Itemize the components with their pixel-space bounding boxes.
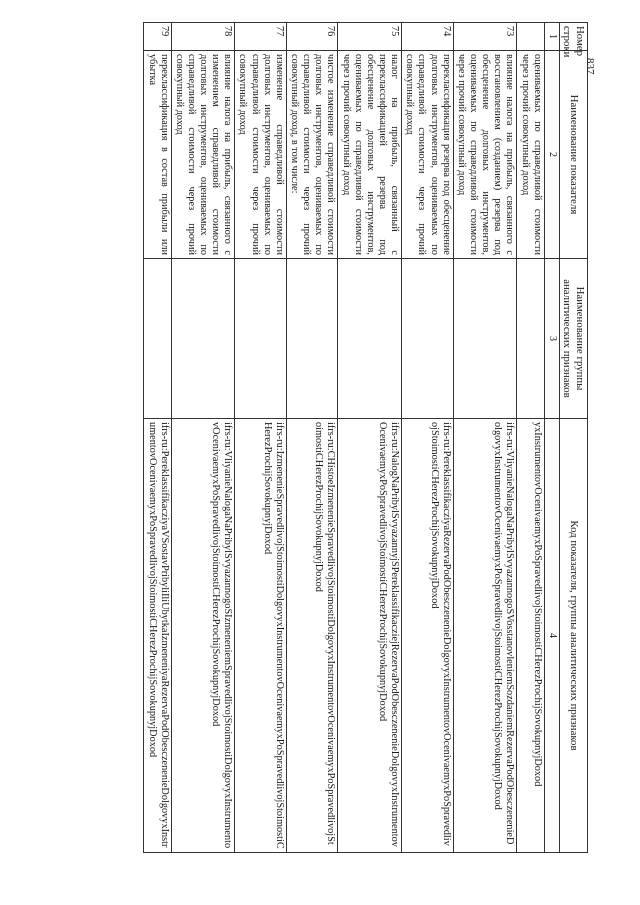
indicator-code: ifrs-ru:PereklassifikacziyaRezervaPodObesczenenieDolgovyxInstrumentovOcenivaemyxPoSpravedlivojStoimostiCHerezProchijSovokupnyjDoxod (402, 419, 454, 853)
indicator-code: ifrs-ru:NalogNaPribylSvyazannyjSPereklassifikacziejRezervaPodObesczenenieDolgovyxInstrumentovOcenivaemyxPoSpravedlivojStoimostiCHerezProchijSovokupnyjDoxod (338, 419, 402, 853)
column-index-row (544, 23, 559, 853)
header-indicator-code: Код показателя, группы аналитических признаков (559, 419, 587, 853)
header-indicator-name: Наименование показателя (559, 51, 587, 259)
column-index-2: 2 (544, 51, 559, 259)
indicator-name: изменение справедливой стоимости долговых инструментов, оцениваемых по справедливой стоимости через прочий совокупный доход (235, 51, 287, 259)
header-group-name: Наименование группы аналитических признаков (559, 259, 587, 419)
indicator-name: чистое изменение справедливой стоимости долговых инструментов, оцениваемых по справедливой стоимости через прочий совокупный доход, в том числе: (286, 51, 338, 259)
row-number: 75 (338, 23, 402, 51)
table-row (338, 23, 402, 853)
group-name (286, 259, 338, 419)
indicator-table (143, 22, 588, 853)
indicator-name: влияние налога на прибыль, связанного с изменением справедливой стоимости долговых инструментов, оцениваемых по справедливой стоимости через прочий совокупный доход (171, 51, 235, 259)
group-name (402, 259, 454, 419)
group-name (144, 259, 171, 419)
page-number: 837 (584, 58, 596, 75)
table-row (453, 23, 517, 853)
indicator-name: переклассификация резерва под обесценение долговых инструментов, оцениваемых по справедливой стоимости через прочий совокупный доход (402, 51, 454, 259)
group-name (338, 259, 402, 419)
indicator-code: yxInstrumentovOcenivaemyxPoSpravedlivojStoimostiCHerezProchijSovokupnyjDoxod (517, 419, 544, 853)
header-row-number: Номер строки (559, 23, 587, 51)
table-row (402, 23, 454, 853)
indicator-name: влияние налога на прибыль, связанного с восстановлением (созданием) резерва под обесценение долговых инструментов, оцениваемых по справедливой стоимости через прочий совокупный доход (453, 51, 517, 259)
indicator-code: ifrs-ru:CHistoeIzmenenieSpravedlivojStoimostiDolgovyxInstrumentovOcenivaemyxPoSpravedlivojStoimostiCHerezProchijSovokupnyjDoxod (286, 419, 338, 853)
indicator-code: ifrs-ru:PereklassifikacziyaVSostavPribyliIliUbytkaIzmeneniyaRezervaPodObesczenenieDolgovyxInstrumentovOcenivaemyxPoSpravedlivojStoimostiCHerezProchijSovokupnyjDoxod (144, 419, 171, 853)
row-number (517, 23, 544, 51)
column-index-4: 4 (544, 419, 559, 853)
indicator-code: ifrs-ru:VliyanieNalogaNaPribylSvyazannogoSVosstanovleniemSozdaniemRezervaPodObesczenenieDolgovyxInstrumentovOcenivaemyxPoSpravedlivojStoimostiCHerezProchijSovokupnyjDoxod (453, 419, 517, 853)
rotated-table-container (68, 22, 588, 852)
row-number: 73 (453, 23, 517, 51)
row-number: 78 (171, 23, 235, 51)
row-number: 79 (144, 23, 171, 51)
row-number: 77 (235, 23, 287, 51)
table-header-row (559, 23, 587, 853)
group-name (171, 259, 235, 419)
table-row (235, 23, 287, 853)
indicator-code: ifrs-ru:VliyanieNalogaNaPribylSvyazannogoSIzmeneniemSpravedlivojStoimostiDolgovyxInstrumentovOcenivaemyxPoSpravedlivojStoimostiCHerezProchijSovokupnyjDoxod (171, 419, 235, 853)
indicator-name: переклассификация в состав прибыли или убытка (144, 51, 171, 259)
group-name (453, 259, 517, 419)
indicator-code: ifrs-ru:IzmenenieSpravedlivojStoimostiDolgovyxInstrumentovOcenivaemyxPoSpravedlivojStoimostiCHerezProchijSovokupnyjDoxod (235, 419, 287, 853)
indicator-name: налог на прибыль, связанный с переклассификацией резерва под обесценение долговых инструментов, оцениваемых по справедливой стоимости через прочий совокупный доход (338, 51, 402, 259)
indicator-name: оцениваемых по справедливой стоимости через прочий совокупный доход (517, 51, 544, 259)
table-row (517, 23, 544, 853)
column-index-1: 1 (544, 23, 559, 51)
group-name (235, 259, 287, 419)
group-name (517, 259, 544, 419)
table-row (144, 23, 171, 853)
row-number: 76 (286, 23, 338, 51)
table-row (171, 23, 235, 853)
column-index-3: 3 (544, 259, 559, 419)
table-row (286, 23, 338, 853)
row-number: 74 (402, 23, 454, 51)
